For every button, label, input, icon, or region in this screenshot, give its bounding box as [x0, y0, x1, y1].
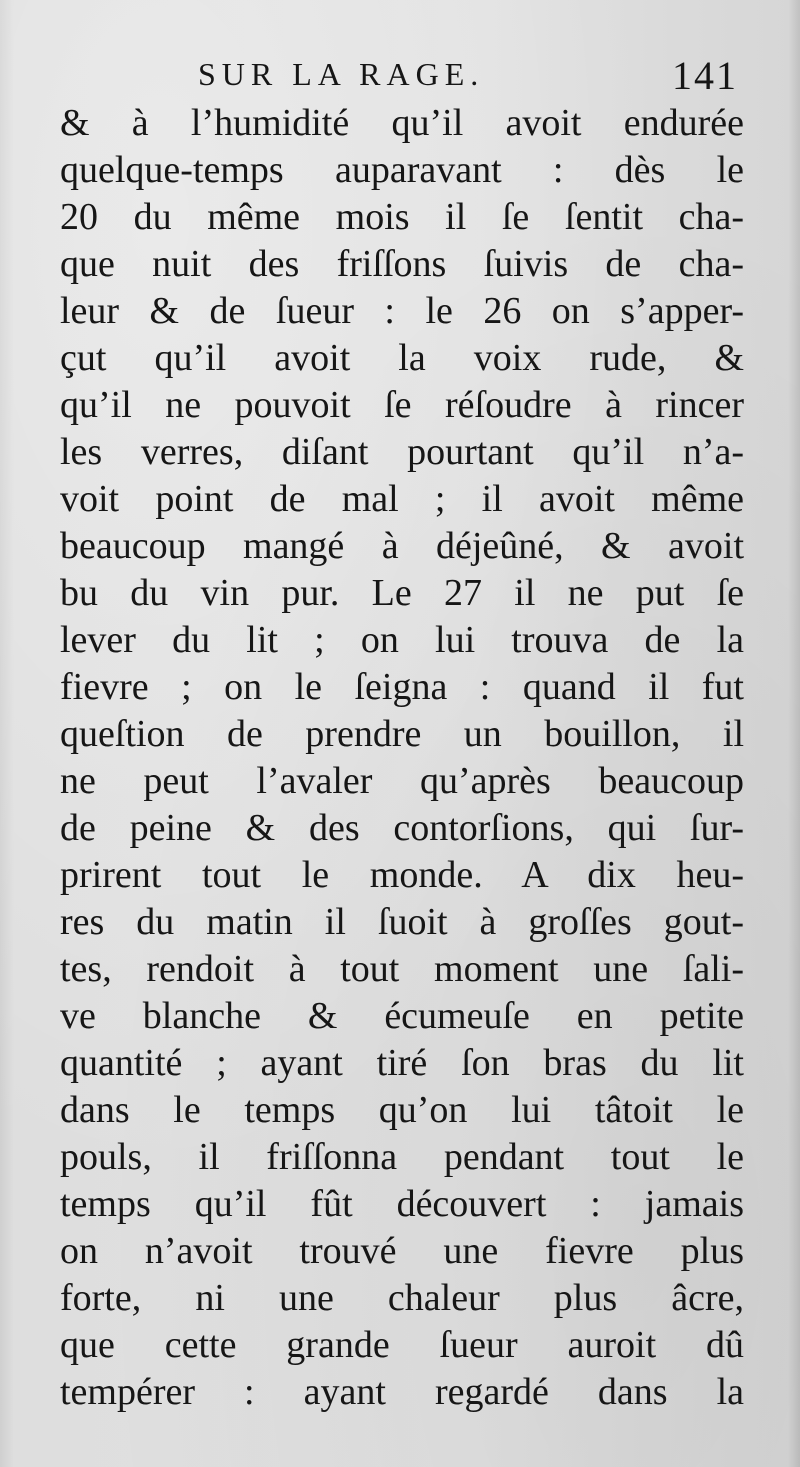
text-line: tes, rendoit à tout moment une ſali-	[60, 948, 744, 990]
page-edge-shadow	[788, 0, 800, 1467]
text-line: forte, ni une chaleur plus âcre,	[60, 1277, 744, 1319]
text-line: leur & de ſueur : le 26 on s’apper-	[60, 290, 744, 332]
text-line: fievre ; on le ſeigna : quand il fut	[60, 666, 744, 708]
text-line: de peine & des contorſions, qui ſur-	[60, 807, 744, 849]
text-line: ve blanche & écumeuſe en petite	[60, 995, 744, 1037]
text-line: dans le temps qu’on lui tâtoit le	[60, 1089, 744, 1131]
text-line: temps qu’il fût découvert : jamais	[60, 1183, 744, 1225]
text-line: prirent tout le monde. A dix heu-	[60, 854, 744, 896]
text-line: qu’il ne pouvoit ſe réſoudre à rincer	[60, 384, 744, 426]
text-line: bu du vin pur. Le 27 il ne put ſe	[60, 572, 744, 614]
text-line: beaucoup mangé à déjeûné, & avoit	[60, 525, 744, 567]
text-line: pouls, il friſſonna pendant tout le	[60, 1136, 744, 1178]
text-line: tempérer : ayant regardé dans la	[60, 1371, 744, 1413]
text-line: quantité ; ayant tiré ſon bras du lit	[60, 1042, 744, 1084]
text-line: lever du lit ; on lui trouva de la	[60, 619, 744, 661]
text-line: 20 du même mois il ſe ſentit cha-	[60, 196, 744, 238]
text-line: que cette grande ſueur auroit dû	[60, 1324, 744, 1366]
running-head-title: SUR LA RAGE.	[198, 56, 485, 92]
text-line: & à l’humidité qu’il avoit endurée	[60, 102, 744, 144]
body-text	[60, 100, 744, 1416]
text-line: on n’avoit trouvé une fievre plus	[60, 1230, 744, 1272]
text-line: les verres, diſant pourtant qu’il n’a-	[60, 431, 744, 473]
text-line: ne peut l’avaler qu’après beaucoup	[60, 760, 744, 802]
running-head	[0, 52, 800, 100]
text-line: que nuit des friſſons ſuivis de cha-	[60, 243, 744, 285]
text-line: res du matin il ſuoit à groſſes gout-	[60, 901, 744, 943]
page-number: 141	[672, 53, 738, 98]
text-line: voit point de mal ; il avoit même	[60, 478, 744, 520]
text-line: queſtion de prendre un bouillon, il	[60, 713, 744, 755]
text-line: çut qu’il avoit la voix rude, &	[60, 337, 744, 379]
text-line: quelque-temps auparavant : dès le	[60, 149, 744, 191]
